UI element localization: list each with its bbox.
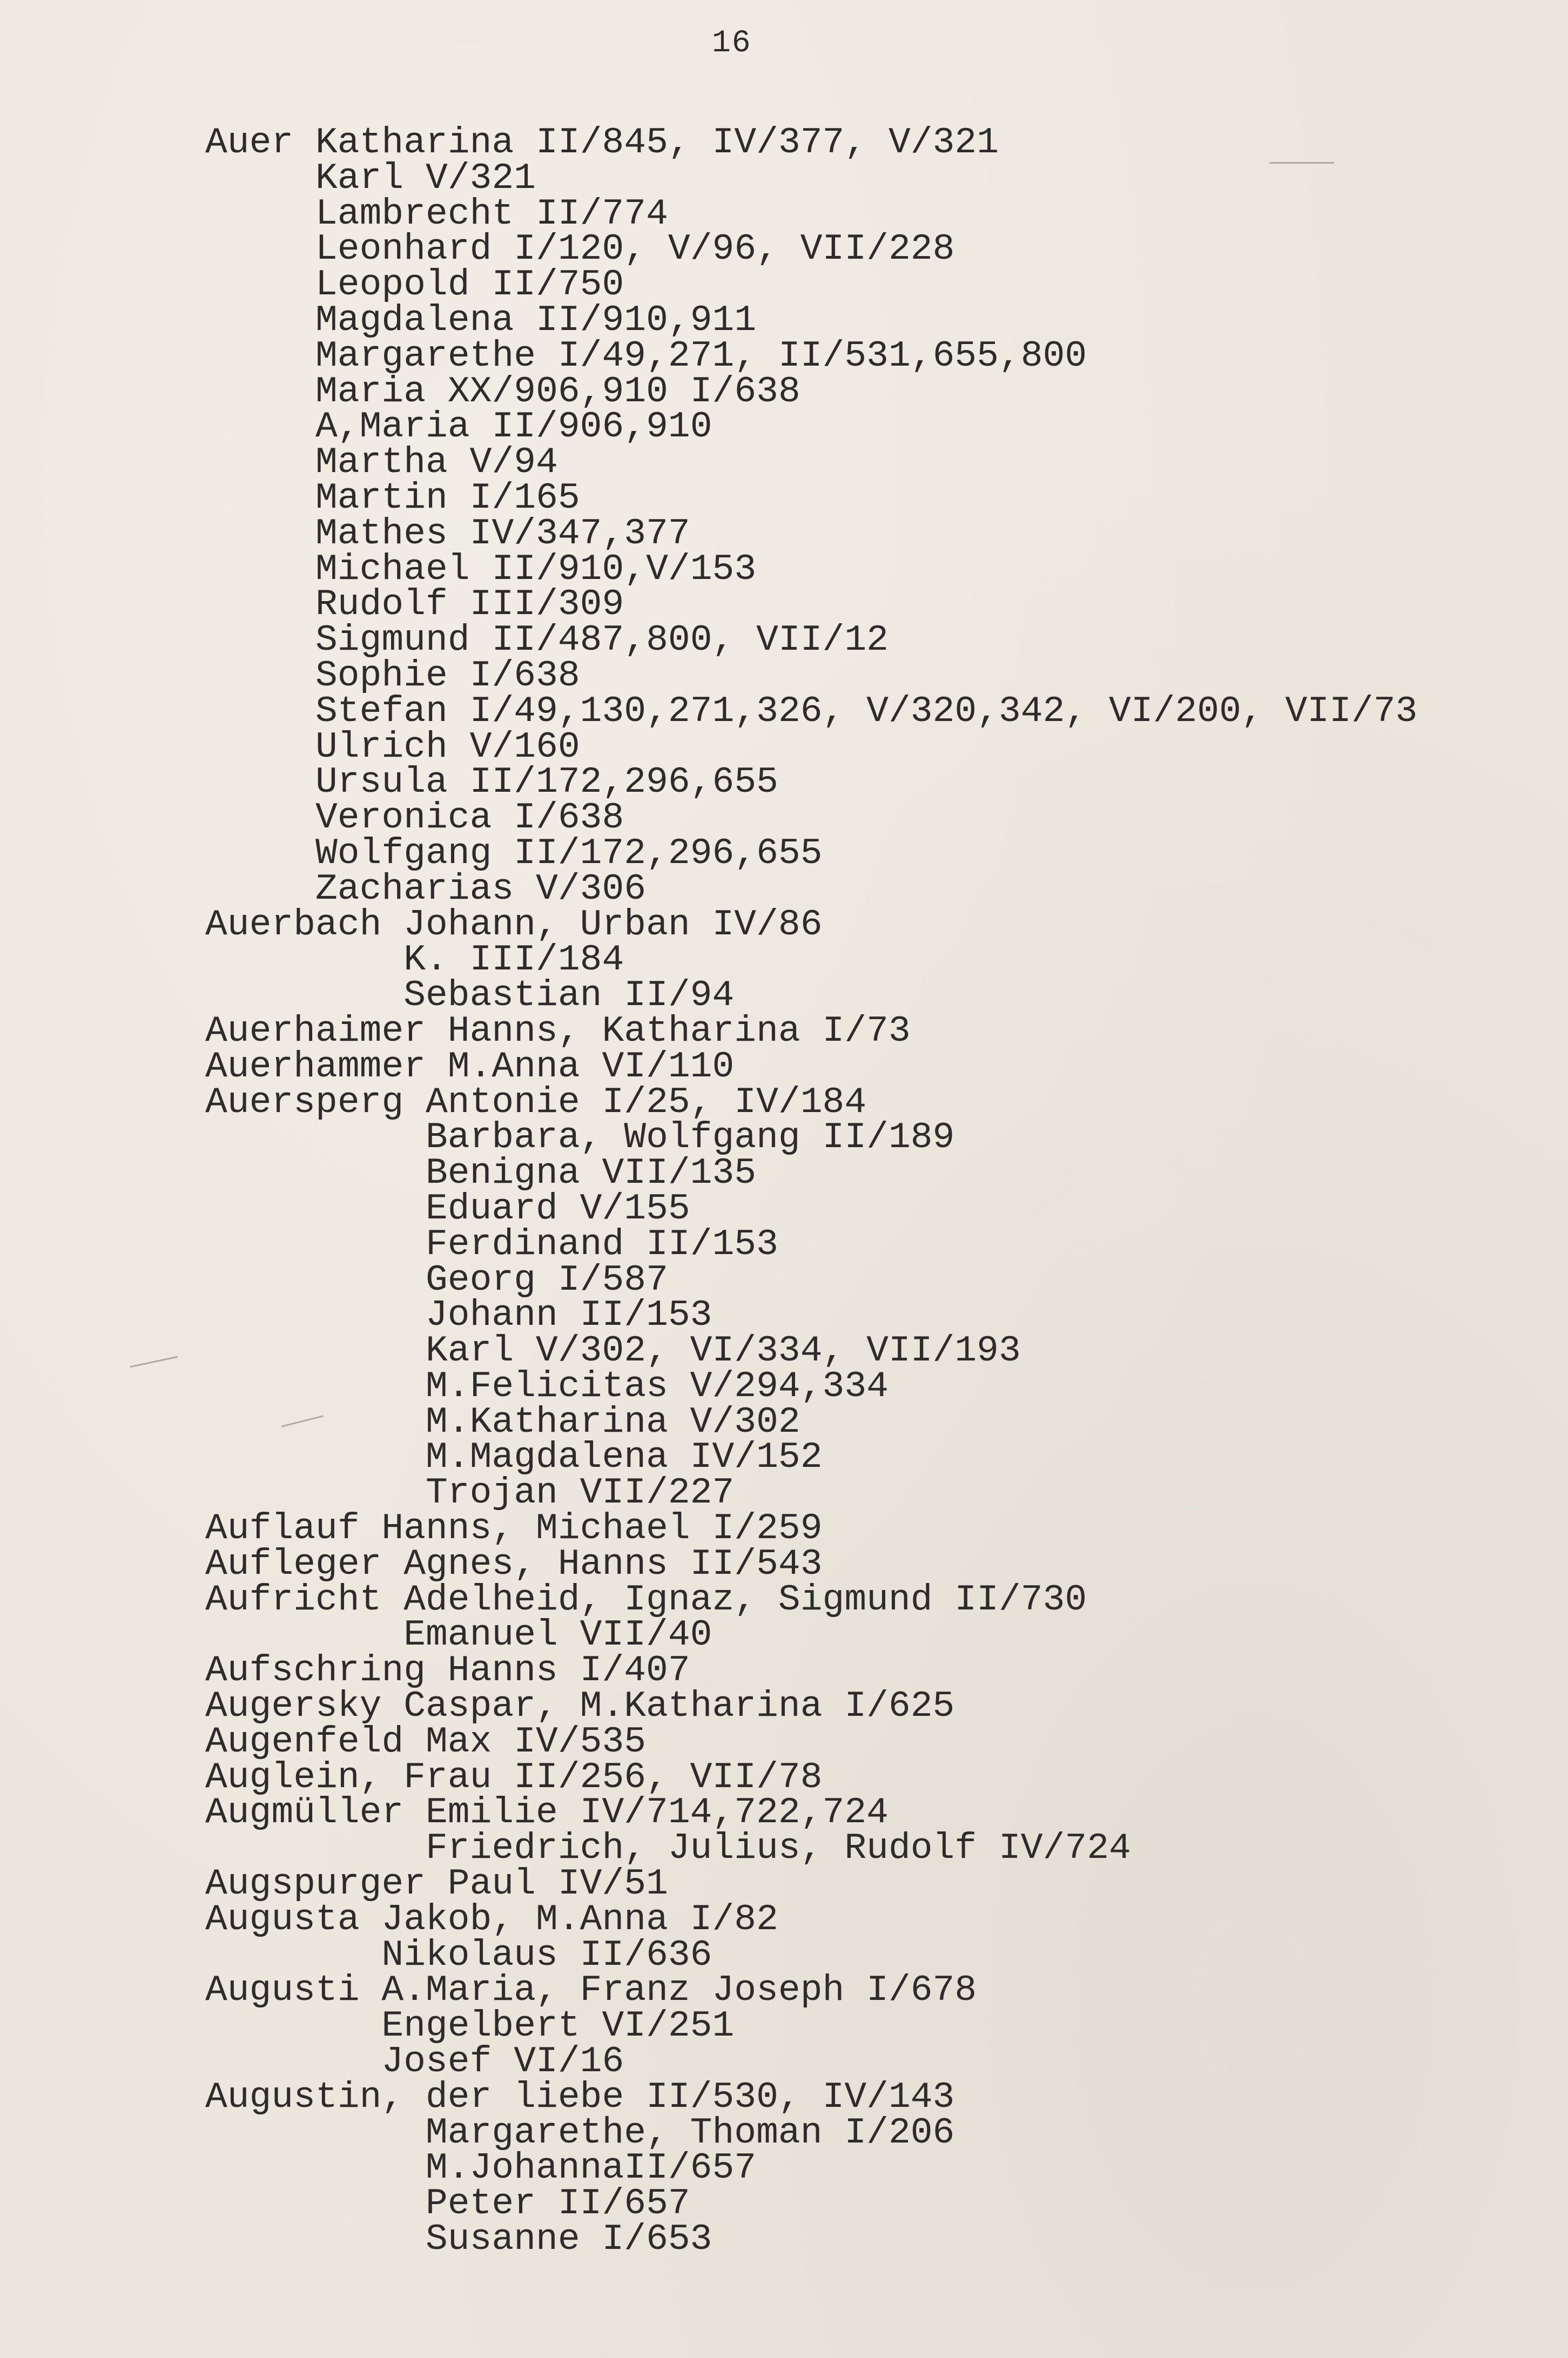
entry-text: Martha V/94	[315, 442, 558, 484]
entry-text: Barbara, Wolfgang II/189	[426, 1117, 955, 1159]
index-entry	[205, 1117, 1417, 1159]
index-entry: Augspurger Paul IV/51	[205, 1863, 668, 1905]
entry-text: Hanns, Michael I/259	[381, 1508, 823, 1550]
entry-text: Maria XX/906,910 I/638	[315, 370, 800, 413]
entry-text: M.Anna VI/110	[447, 1046, 735, 1088]
entry-text: Ulrich V/160	[315, 726, 580, 768]
index-entry	[205, 2112, 1417, 2154]
index-entry	[205, 2041, 1417, 2083]
entry-text: Johann II/153	[426, 1295, 712, 1337]
entry-text: Emanuel VII/40	[403, 1614, 712, 1656]
entry-text: Margarethe, Thoman I/206	[426, 2112, 955, 2154]
index-entry	[205, 2147, 1417, 2189]
entry-text: Trojan VII/227	[426, 1472, 735, 1514]
index-entry: Auerhammer M.Anna VI/110	[205, 1046, 735, 1088]
entry-text: A,Maria II/906,910	[315, 406, 712, 448]
entry-text: Susanne I/653	[426, 2219, 712, 2261]
index-entry	[205, 726, 1417, 768]
entry-text: M.JohannaII/657	[426, 2147, 757, 2189]
entry-text: M.Katharina V/302	[426, 1401, 800, 1443]
index-entry	[205, 1188, 1417, 1230]
index-entry	[205, 1365, 1417, 1407]
entry-text: Zacharias V/306	[315, 868, 647, 910]
index-entry	[205, 762, 1417, 804]
entry-text: Karl V/302, VI/334, VII/193	[426, 1330, 1021, 1372]
entry-text: Eduard V/155	[426, 1188, 690, 1230]
index-entry	[205, 370, 1417, 413]
index-entry	[205, 442, 1417, 484]
index-entry	[205, 975, 1417, 1017]
entry-text: Ferdinand II/153	[426, 1223, 778, 1265]
entry-text: Leopold II/750	[315, 264, 624, 306]
index-entry: Augmüller Emilie IV/714,722,724	[205, 1792, 889, 1834]
index-entry	[205, 1437, 1417, 1479]
index-entry	[205, 868, 1417, 910]
index-entry: Auersperg Antonie I/25, IV/184	[205, 1081, 867, 1123]
entry-text: M.Felicitas V/294,334	[426, 1365, 889, 1407]
entry-text: Caspar, M.Katharina I/625	[403, 1686, 955, 1728]
entry-text: Antonie I/25, IV/184	[426, 1081, 867, 1123]
index-entry	[205, 335, 1417, 377]
index-entry	[205, 264, 1417, 306]
index-entry	[205, 513, 1417, 555]
entry-text: Peter II/657	[426, 2183, 690, 2225]
entry-text: Lambrecht II/774	[315, 193, 668, 235]
index-entry	[205, 1295, 1417, 1337]
entry-text: Paul IV/51	[447, 1863, 668, 1905]
index-entry	[205, 2005, 1417, 2047]
index-entry	[205, 1153, 1417, 1195]
index-entry	[205, 1330, 1417, 1372]
index-entry	[205, 1828, 1417, 1870]
index-entry: Auerhaimer Hanns, Katharina I/73	[205, 1010, 911, 1052]
index-entry: Augusta Jakob, M.Anna I/82	[205, 1898, 778, 1941]
index-entry	[205, 690, 1418, 732]
index-entry: Auerbach Johann, Urban IV/86	[205, 904, 823, 946]
entry-text: Wolfgang II/172,296,655	[315, 832, 823, 874]
index-entry: Aufschring Hanns I/407	[205, 1650, 690, 1692]
entry-text: der liebe II/530, IV/143	[426, 2076, 955, 2118]
entry-text: Emilie IV/714,722,724	[426, 1792, 889, 1834]
entry-text: M.Magdalena IV/152	[426, 1437, 823, 1479]
entry-text: Georg I/587	[426, 1259, 668, 1301]
index-entry: Aufricht Adelheid, Ignaz, Sigmund II/730	[205, 1579, 1087, 1621]
entry-text: Michael II/910,V/153	[315, 548, 757, 590]
index-entry	[205, 2219, 1417, 2261]
entry-text: Benigna VII/135	[426, 1153, 757, 1195]
entry-text: Magdalena II/910,911	[315, 299, 757, 341]
entry-text: Sophie I/638	[315, 655, 580, 697]
page-number: 16	[712, 26, 752, 61]
entry-text: Agnes, Hanns II/543	[403, 1543, 823, 1585]
entry-text: Stefan I/49,130,271,326, V/320,342, VI/200, VII/73	[315, 690, 1418, 732]
index-entry	[205, 1614, 1417, 1656]
entry-text: Ursula II/172,296,655	[315, 762, 778, 804]
entry-text: Johann, Urban IV/86	[403, 904, 823, 946]
entry-text: Hanns, Katharina I/73	[447, 1010, 911, 1052]
index-entry	[205, 939, 1417, 981]
entry-text: Max IV/535	[426, 1721, 647, 1763]
entry-text: Veronica I/638	[315, 797, 624, 839]
entry-text: Friedrich, Julius, Rudolf IV/724	[426, 1828, 1131, 1870]
entry-text: Katharina II/845, IV/377, V/321	[315, 122, 999, 164]
entry-text: Margarethe I/49,271, II/531,655,800	[315, 335, 1087, 377]
entry-text: Karl V/321	[315, 157, 536, 199]
bleed-through-mark	[130, 1356, 178, 1368]
index-entry: Augersky Caspar, M.Katharina I/625	[205, 1686, 955, 1728]
index-entry: Augenfeld Max IV/535	[205, 1721, 647, 1763]
index-entry	[205, 548, 1417, 590]
index-entry: Augustin, der liebe II/530, IV/143	[205, 2076, 955, 2118]
entry-text: Frau II/256, VII/78	[403, 1756, 823, 1798]
index-entry	[205, 193, 1417, 235]
entry-text: Josef VI/16	[381, 2041, 624, 2083]
index-entry	[205, 477, 1417, 519]
index-entry	[205, 655, 1417, 697]
index-entry	[205, 299, 1417, 341]
name-index-list	[205, 122, 1418, 2261]
index-entry	[205, 2183, 1417, 2225]
entry-text: Martin I/165	[315, 477, 580, 519]
index-entry	[205, 832, 1417, 874]
index-entry	[205, 619, 1417, 662]
entry-text: A.Maria, Franz Joseph I/678	[381, 1970, 977, 2012]
index-entry: Aufleger Agnes, Hanns II/543	[205, 1543, 823, 1585]
index-entry	[205, 228, 1417, 271]
index-entry: Auglein, Frau II/256, VII/78	[205, 1756, 823, 1798]
entry-text: Leonhard I/120, V/96, VII/228	[315, 228, 955, 271]
entry-text: Rudolf III/309	[315, 584, 624, 626]
index-entry	[205, 157, 1417, 199]
index-entry	[205, 406, 1417, 448]
index-entry: Auflauf Hanns, Michael I/259	[205, 1508, 823, 1550]
entry-text: Sigmund II/487,800, VII/12	[315, 619, 889, 662]
entry-text: Mathes IV/347,377	[315, 513, 690, 555]
entry-text: Hanns I/407	[447, 1650, 690, 1692]
index-entry: Auer Katharina II/845, IV/377, V/321	[205, 122, 999, 164]
index-entry	[205, 1934, 1417, 1976]
entry-text: Engelbert VI/251	[381, 2005, 735, 2047]
entry-text: Jakob, M.Anna I/82	[381, 1898, 778, 1941]
index-entry	[205, 1259, 1417, 1301]
entry-text: Adelheid, Ignaz, Sigmund II/730	[403, 1579, 1087, 1621]
index-entry	[205, 1472, 1417, 1514]
index-entry	[205, 1223, 1417, 1265]
entry-text: K. III/184	[403, 939, 624, 981]
index-entry	[205, 797, 1417, 839]
index-entry	[205, 1401, 1417, 1443]
index-entry: Augusti A.Maria, Franz Joseph I/678	[205, 1970, 977, 2012]
entry-text: Nikolaus II/636	[381, 1934, 712, 1976]
index-entry	[205, 584, 1417, 626]
entry-text: Sebastian II/94	[403, 975, 735, 1017]
